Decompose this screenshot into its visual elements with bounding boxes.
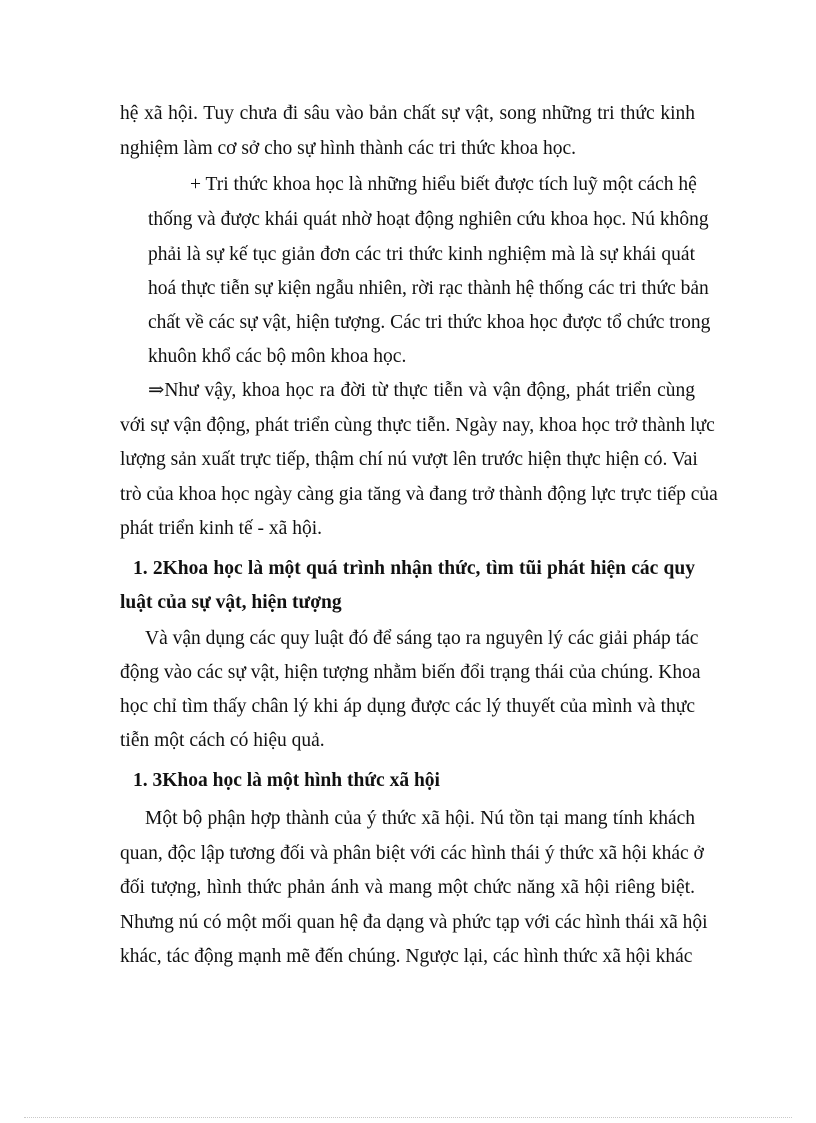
- section-heading-1-2: 1. 2Khoa học là một quá trình nhận thức, tìm tũi phát hiện các quy: [133, 558, 695, 579]
- body-text-line: nghiệm làm cơ sở cho sự hình thành các tri thức khoa học.: [120, 138, 577, 159]
- bullet-text-line: hoá thực tiễn sự kiện ngẫu nhiên, rời rạc thành hệ thống các tri thức bản: [148, 278, 709, 299]
- conclusion-text-line: trò của khoa học ngày càng gia tăng và đang trở thành động lực trực tiếp của: [120, 484, 718, 505]
- body-text-line: Và vận dụng các quy luật đó để sáng tạo ra nguyên lý các giải pháp tác: [145, 628, 699, 649]
- body-text-line: động vào các sự vật, hiện tượng nhằm biến đổi trạng thái của chúng. Khoa: [120, 662, 701, 683]
- bullet-text-line: phải là sự kế tục giản đơn các tri thức kinh nghiệm mà là sự khái quát: [148, 244, 695, 265]
- bullet-text-line: chất về các sự vật, hiện tượng. Các tri thức khoa học được tổ chức trong: [148, 312, 711, 333]
- conclusion-text-line: ⇒Như vậy, khoa học ra đời từ thực tiễn và vận động, phát triển cùng: [148, 380, 695, 401]
- conclusion-text-line: với sự vận động, phát triển cùng thực tiễn. Ngày nay, khoa học trở thành lực: [120, 415, 715, 436]
- body-text-line: khác, tác động mạnh mẽ đến chúng. Ngược lại, các hình thức xã hội khác: [120, 946, 693, 967]
- bullet-text-line: + Tri thức khoa học là những hiểu biết được tích luỹ một cách hệ: [190, 174, 697, 195]
- section-heading-1-3: 1. 3Khoa học là một hình thức xã hội: [133, 770, 440, 791]
- bullet-text-line: thống và được khái quát nhờ hoạt động nghiên cứu khoa học. Nú không: [148, 209, 709, 230]
- body-text-line: hệ xã hội. Tuy chưa đi sâu vào bản chất sự vật, song những tri thức kinh: [120, 103, 695, 124]
- section-heading-1-2: luật của sự vật, hiện tượng: [120, 592, 342, 613]
- body-text-line: Một bộ phận hợp thành của ý thức xã hội. Nú tồn tại mang tính khách: [145, 808, 695, 829]
- body-text-line: quan, độc lập tương đối và phân biệt với các hình thái ý thức xã hội khác ở: [120, 843, 704, 864]
- body-text-line: đối tượng, hình thức phản ánh và mang một chức năng xã hội riêng biệt.: [120, 877, 695, 898]
- bullet-text-line: khuôn khổ các bộ môn khoa học.: [148, 346, 407, 367]
- body-text-line: tiễn một cách có hiệu quả.: [120, 730, 325, 751]
- conclusion-text-line: phát triển kinh tế - xã hội.: [120, 518, 322, 539]
- page-bottom-divider: [24, 1117, 792, 1118]
- conclusion-text-line: lượng sản xuất trực tiếp, thậm chí nú vượt lên trước hiện thực hiện có. Vai: [120, 449, 698, 470]
- body-text-line: học chỉ tìm thấy chân lý khi áp dụng được các lý thuyết của mình và thực: [120, 696, 695, 717]
- body-text-line: Nhưng nú có một mối quan hệ đa dạng và phức tạp với các hình thái xã hội: [120, 912, 708, 933]
